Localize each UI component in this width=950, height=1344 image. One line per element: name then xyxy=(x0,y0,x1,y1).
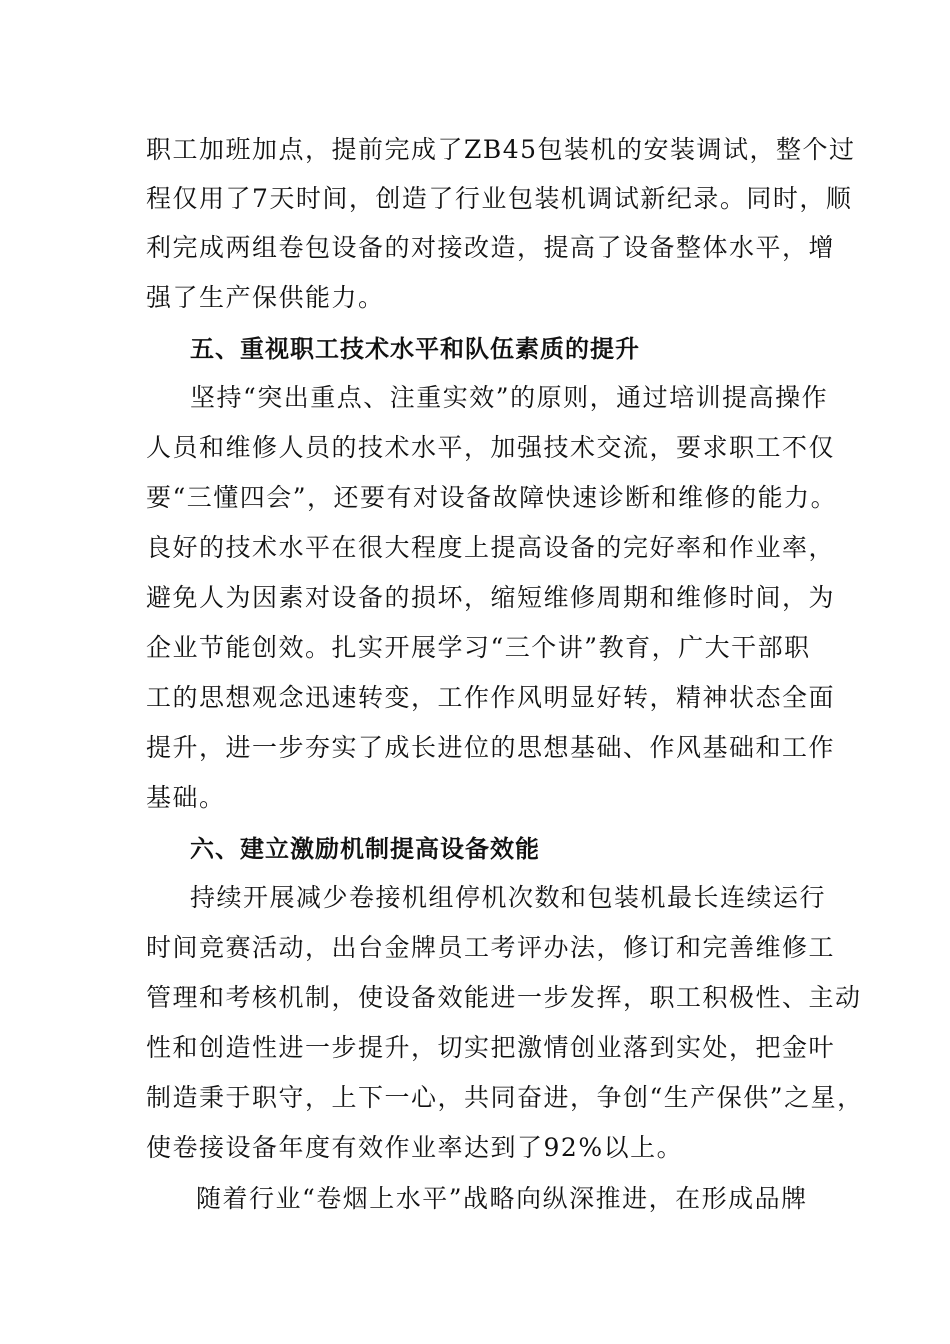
body-line: 良好的技术水平在很大程度上提高设备的完好率和作业率， xyxy=(146,533,836,562)
body-line: 利完成两组卷包设备的对接改造，提高了设备整体水平，增 xyxy=(146,233,836,262)
body-line: 持续开展减少卷接机组停机次数和包装机最长连续运行 xyxy=(190,883,827,912)
body-line: 管理和考核机制，使设备效能进一步发挥，职工积极性、主动 xyxy=(146,983,862,1012)
body-line: 工的思想观念迅速转变，工作作风明显好转，精神状态全面 xyxy=(146,683,836,712)
body-line: 提升，进一步夯实了成长进位的思想基础、作风基础和工作 xyxy=(146,733,836,762)
body-line: 程仅用了7天时间，创造了行业包装机调试新纪录。同时，顺 xyxy=(146,184,853,213)
body-line: 性和创造性进一步提升，切实把激情创业落到实处，把金叶 xyxy=(146,1033,836,1062)
body-line: 要“三懂四会”，还要有对设备故障快速诊断和维修的能力。 xyxy=(146,483,838,512)
body-line: 随着行业“卷烟上水平”战略向纵深推进，在形成品牌 xyxy=(196,1184,808,1213)
body-line: 坚持“突出重点、注重实效”的原则，通过培训提高操作 xyxy=(190,383,829,412)
body-line: 制造秉于职守，上下一心，共同奋进，争创“生产保供”之星， xyxy=(146,1083,864,1112)
section-heading: 五、重视职工技术水平和队伍素质的提升 xyxy=(190,335,640,363)
body-line: 职工加班加点，提前完成了ZB45包装机的安装调试，整个过 xyxy=(146,135,856,164)
body-line: 时间竞赛活动，出台金牌员工考评办法，修订和完善维修工 xyxy=(146,933,836,962)
body-line: 使卷接设备年度有效作业率达到了92%以上。 xyxy=(146,1133,684,1162)
body-line: 人员和维修人员的技术水平，加强技术交流，要求职工不仅 xyxy=(146,433,836,462)
body-line: 基础。 xyxy=(146,783,226,812)
body-line: 避免人为因素对设备的损坏，缩短维修周期和维修时间，为 xyxy=(146,583,836,612)
section-heading: 六、建立激励机制提高设备效能 xyxy=(190,835,540,863)
body-line: 企业节能创效。扎实开展学习“三个讲”教育，广大干部职 xyxy=(146,633,811,662)
body-line: 强了生产保供能力。 xyxy=(146,283,385,312)
